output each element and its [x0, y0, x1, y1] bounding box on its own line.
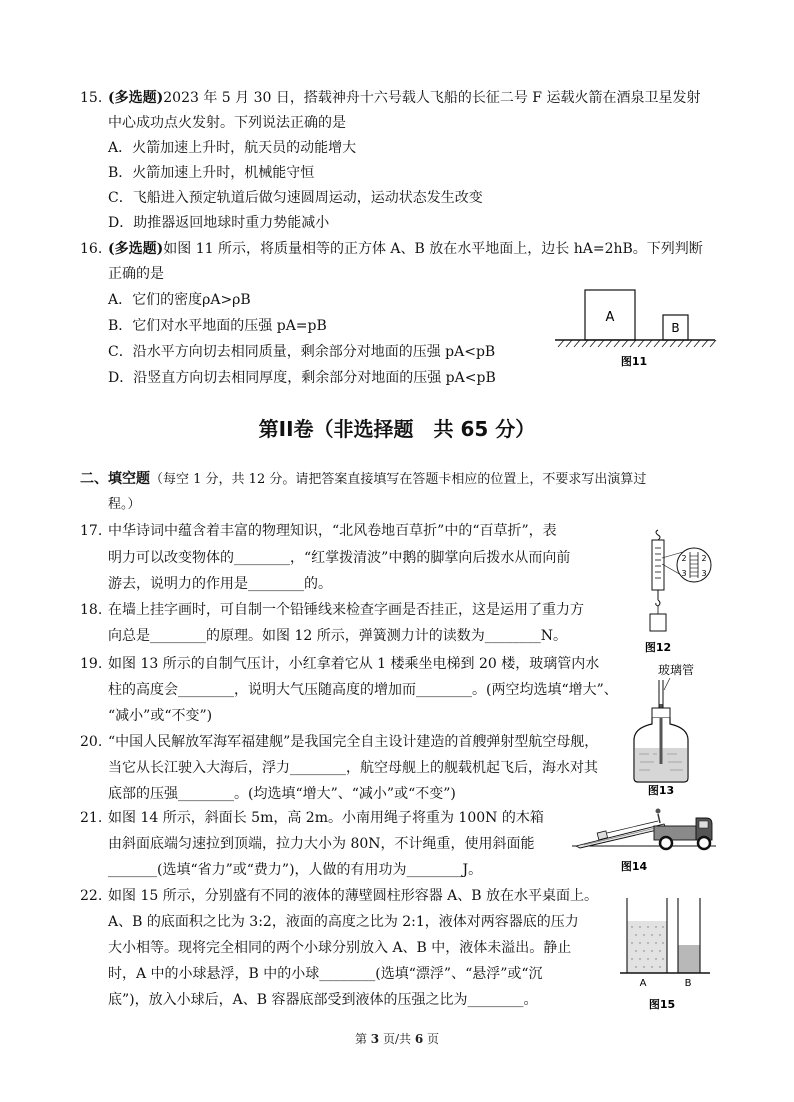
question-16-option-b: B．它们对水平地面的压强 pA=pB — [108, 318, 327, 334]
section-2-title: 第II卷（非选择题 共 65 分） — [258, 417, 536, 441]
question-22-line1: 如图 15 所示，分别盛有不同的液体的薄壁圆柱形容器 A、B 放在水平桌面上。 — [108, 888, 599, 904]
question-20-number: 20. — [80, 734, 103, 750]
part-2-instructions-line2: 程。） — [108, 497, 141, 512]
figure-14-caption: 图14 — [620, 860, 648, 873]
container-a-liquid — [627, 921, 667, 973]
tube-in-bottle — [660, 718, 663, 764]
zoom-label-2-left: 2 — [681, 554, 687, 563]
zoom-label-3-right: 3 — [701, 569, 707, 578]
person-head — [656, 809, 661, 814]
spring-scale-hook-bottom — [656, 600, 660, 606]
question-16-option-c: C．沿水平方向切去相同质量，剩余部分对地面的压强 pA<pB — [108, 344, 496, 360]
question-20-line2: 当它从长江驶入大海后，浮力________，航空母舰上的舰载机起飞后，海水对其 — [108, 760, 598, 776]
question-22-line2: A、B 的底面积之比为 3:2，液面的高度之比为 2:1，液体对两容器底的压力 — [108, 914, 579, 930]
ground-hatching — [558, 340, 716, 347]
figure-11-caption: 图11 — [620, 355, 648, 368]
question-16-option-a: A．它们的密度ρA>ρB — [108, 292, 251, 308]
question-16-stem-line1: 如图 11 所示，将质量相等的正方体 A、B 放在水平地面上，边长 hA=2hB。下列判断 — [163, 241, 703, 257]
truck-window — [699, 821, 708, 828]
question-15-option-a: A．火箭加速上升时，航天员的动能增大 — [108, 140, 357, 156]
question-21-line1: 如图 14 所示，斜面长 5m，高 2m。小南用绳子将重为 100N 的木箱 — [108, 810, 544, 826]
question-16-option-d: D．沿竖直方向切去相同厚度，剩余部分对地面的压强 pA<pB — [108, 370, 496, 386]
figure-14 — [570, 806, 720, 876]
question-22-line3: 大小相等。现将完全相同的两个小球分别放入 A、B 中，液体未溢出。静止 — [108, 940, 572, 956]
footer-suffix: 页 — [423, 1032, 440, 1046]
question-17-line3: 游去，说明力的作用是________的。 — [108, 576, 332, 592]
figure-12-caption: 图12 — [644, 641, 672, 654]
question-22-line5: 底”)，放入小球后，A、B 容器底部受到液体的压强之比为________。 — [108, 992, 538, 1008]
question-15-option-c: C．飞船进入预定轨道后做匀速圆周运动，运动状态发生改变 — [108, 190, 483, 206]
hanging-weight — [650, 614, 666, 631]
footer-prefix: 第 — [354, 1032, 371, 1046]
footer-middle: 页/共 — [379, 1032, 415, 1046]
truck-front-wheel — [698, 837, 710, 849]
question-15-option-d: D．助推器返回地球时重力势能减小 — [108, 215, 330, 231]
glass-tube-label: 玻璃管 — [657, 663, 695, 677]
question-19-number: 19. — [80, 656, 103, 672]
figure-15 — [618, 893, 718, 1015]
question-22-number: 22. — [80, 888, 103, 904]
container-a-label: A — [639, 978, 647, 989]
question-19-line1: 如图 13 所示的自制气压计，小红拿着它从 1 楼乘坐电梯到 20 楼，玻璃管内水 — [108, 656, 600, 672]
figure-13 — [620, 656, 720, 796]
part-2-heading: 二、填空题 — [80, 471, 150, 487]
question-18-line2: 向总是________的原理。如图 12 所示，弹簧测力计的读数为________N。 — [108, 628, 567, 644]
page-footer — [0, 1030, 794, 1047]
question-16-stem-line2: 正确的是 — [108, 266, 164, 282]
question-19-line3: “减小”或“不变”) — [108, 708, 213, 724]
cube-a-label: A — [605, 310, 615, 325]
question-22-line4: 时，A 中的小球悬浮，B 中的小球________(选填“漂浮”、“悬浮”或“沉 — [108, 966, 543, 982]
person-body — [658, 814, 660, 823]
zoom-label-2-right: 2 — [701, 554, 707, 563]
question-15-option-b: B．火箭加速上升时，机械能守恒 — [108, 165, 315, 181]
bottle-stopper — [652, 708, 670, 718]
question-18-line1: 在墙上挂字画时，可自制一个铅锤线来检查字画是否挂正，这是运用了重力方 — [108, 602, 584, 618]
current-page-number: 3 — [370, 1032, 380, 1046]
question-19-line2: 柱的高度会________，说明大气压随高度的增加而________。(两空均选填“增大”、 — [108, 682, 618, 698]
question-15-stem-line1: 2023 年 5 月 30 日，搭载神舟十六号载人飞船的长征二号 F 运载火箭在酒泉卫星发射 — [163, 90, 701, 106]
question-21-number: 21. — [80, 810, 103, 826]
question-17-line2: 明力可以改变物体的________，“红掌拨清波”中鹅的脚掌向后拨水从而向前 — [108, 550, 571, 566]
question-20-line1: “中国人民解放军海军福建舰”是我国完全自主设计建造的首艘弹射型航空母舰， — [108, 734, 599, 750]
figure-15-caption: 图15 — [648, 998, 676, 1011]
question-15-stem-line2: 中心成功点火发射。下列说法正确的是 — [108, 115, 346, 131]
question-16-type-tag: (多选题) — [108, 241, 164, 257]
figure-13-caption: 图13 — [647, 784, 675, 797]
truck-bed — [654, 826, 696, 840]
truck-rear-wheel — [660, 837, 672, 849]
spring-scale-body — [652, 540, 664, 590]
spring-scale-hook-top — [656, 530, 660, 540]
question-17-number: 17. — [80, 523, 103, 539]
total-page-count: 6 — [414, 1032, 424, 1046]
part-2-instructions-line1: （每空 1 分，共 12 分。请把答案直接填写在答题卡相应的位置上，不要求写出演算过 — [150, 472, 647, 487]
question-15-number: 15. — [80, 90, 103, 106]
question-15-type-tag: (多选题) — [108, 90, 164, 106]
question-17-line1: 中华诗词中蕴含着丰富的物理知识，“北风卷地百草折”中的“百草折”，表 — [108, 523, 557, 539]
question-18-number: 18. — [80, 602, 103, 618]
figure-11 — [550, 285, 720, 370]
question-16-number: 16. — [80, 241, 103, 257]
question-21-line3: _______(选填“省力”或“费力”)，人做的有用功为________J。 — [108, 862, 483, 878]
tube-label-pointer — [664, 678, 670, 690]
question-21-line2: 由斜面底端匀速拉到顶端，拉力大小为 80N，不计绳重，使用斜面能 — [108, 836, 535, 852]
figure-12 — [638, 528, 718, 653]
cube-b-label: B — [671, 321, 680, 335]
question-20-line3: 底部的压强________。(均选填“增大”、“减小”或“不变”) — [108, 786, 456, 802]
zoom-label-3-left: 3 — [681, 569, 687, 578]
container-b-label: B — [684, 978, 692, 989]
container-b-liquid — [678, 945, 700, 973]
